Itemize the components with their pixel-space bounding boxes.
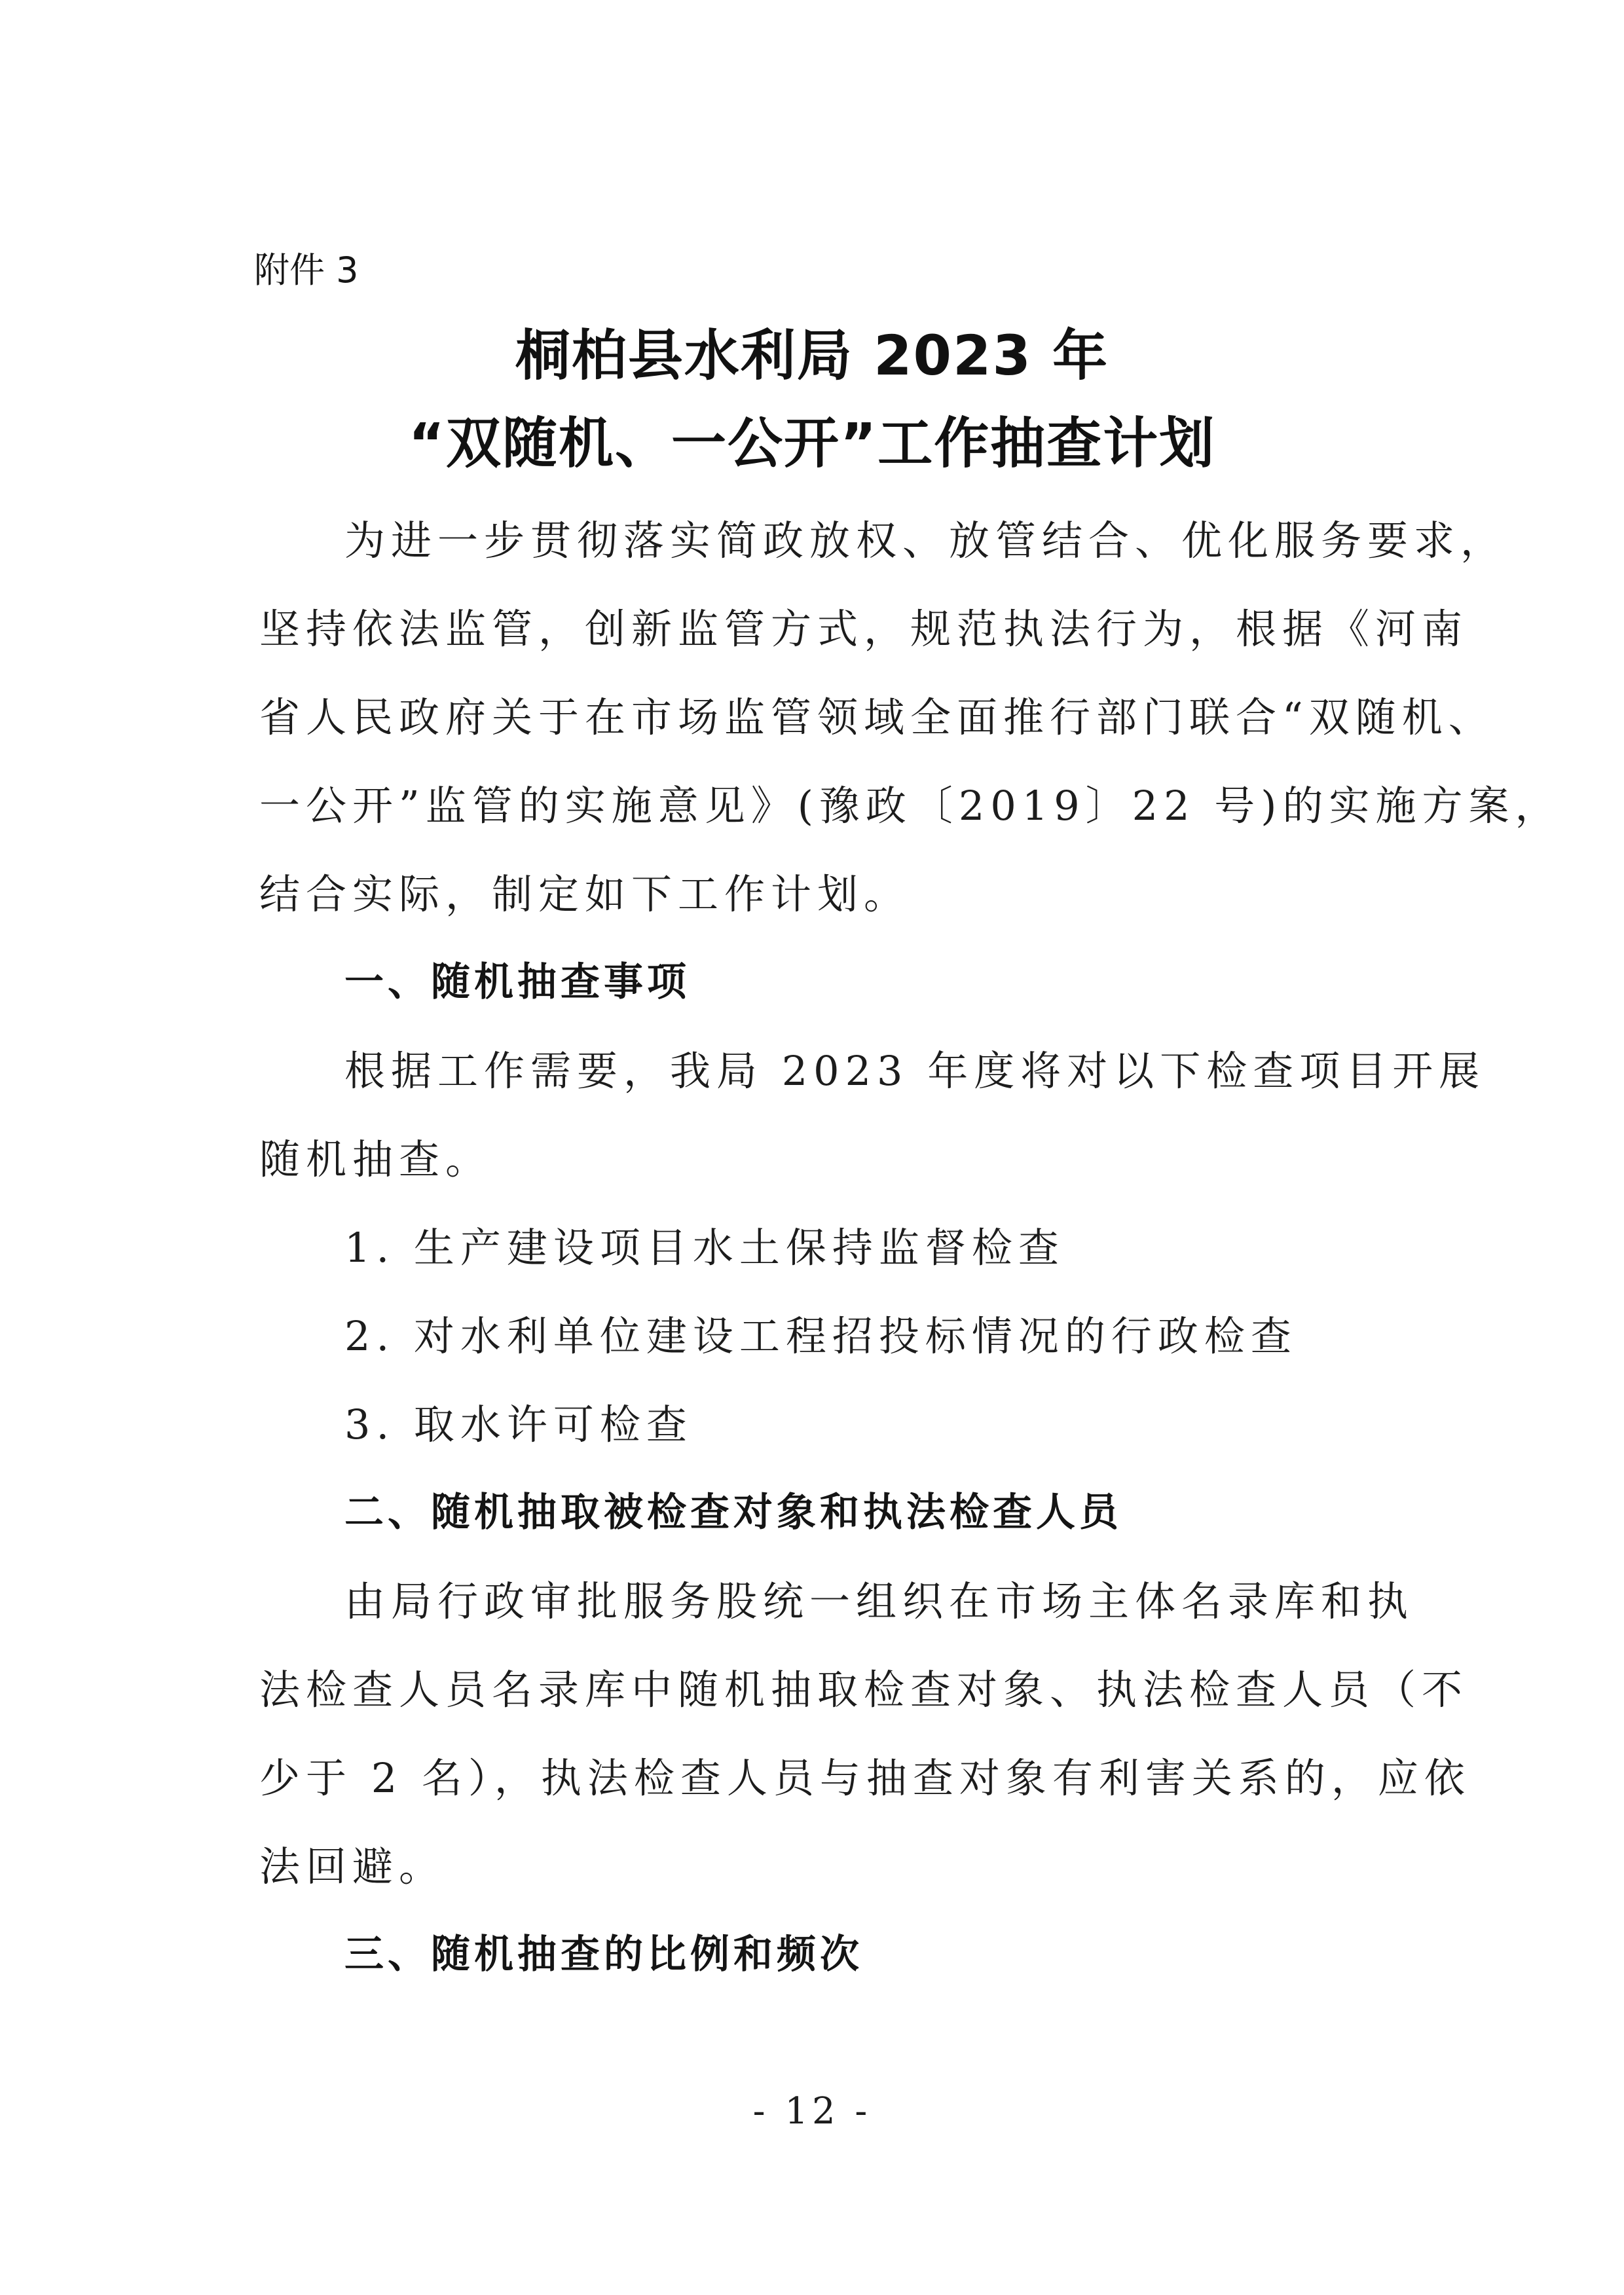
- paragraph-intro-line-4: 一公开”监管的实施意见》(豫政〔2019〕22 号)的实施方案，: [259, 782, 1562, 830]
- page-number: - 12 -: [752, 2090, 872, 2133]
- paragraph-intro-line-2: 坚持依法监管，创新监管方式，规范执法行为，根据《河南: [259, 605, 1469, 653]
- paragraph-section1-line-2: 随机抽查。: [259, 1135, 492, 1183]
- paragraph-intro-line-5: 结合实际，制定如下工作计划。: [259, 870, 911, 918]
- list-item-1: 1. 生产建设项目水土保持监督检查: [344, 1224, 1065, 1272]
- list-item-3: 3. 取水许可检查: [344, 1401, 693, 1448]
- paragraph-section2-line-3: 少于 2 名），执法检查人员与抽查对象有利害关系的，应依: [259, 1754, 1471, 1802]
- paragraph-intro-line-1: 为进一步贯彻落实简政放权、放管结合、优化服务要求，: [344, 517, 1507, 564]
- section-heading-3: 三、随机抽查的比例和频次: [344, 1932, 863, 1977]
- paragraph-section2-line-4: 法回避。: [259, 1843, 446, 1890]
- document-title-line-2: “双随机、一公开”工作抽查计划: [408, 411, 1216, 475]
- document-body: [259, 496, 1562, 1999]
- paragraph-section2-line-1: 由局行政审批服务股统一组织在市场主体名录库和执: [344, 1577, 1414, 1625]
- section-heading-1: 一、随机抽查事项: [344, 959, 690, 1005]
- paragraph-section1-line-1: 根据工作需要，我局 2023 年度将对以下检查项目开展: [344, 1047, 1486, 1095]
- list-item-2: 2. 对水利单位建设工程招投标情况的行政检查: [344, 1312, 1297, 1360]
- paragraph-intro-line-3: 省人民政府关于在市场监管领域全面推行部门联合“双随机、: [259, 693, 1495, 741]
- section-heading-2: 二、随机抽取被检查对象和执法检查人员: [344, 1490, 1122, 1535]
- document-title-line-1: 桐柏县水利局 2023 年: [515, 323, 1109, 388]
- attachment-label: 附件 3: [254, 249, 359, 291]
- paragraph-section2-line-2: 法检查人员名录库中随机抽取检查对象、执法检查人员（不: [259, 1666, 1469, 1714]
